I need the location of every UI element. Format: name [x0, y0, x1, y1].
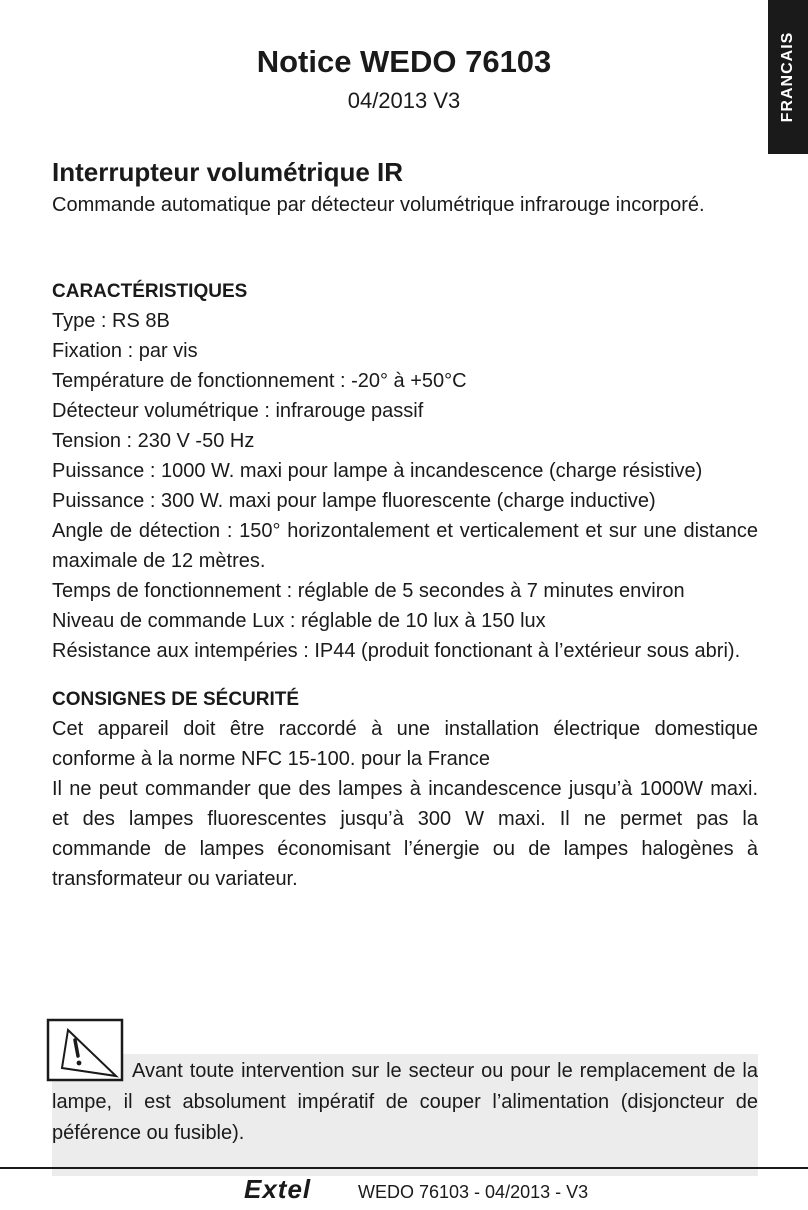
list-item: Tension : 230 V -50 Hz [52, 430, 255, 452]
product-description: Commande automatique par détecteur volumétrique infrarouge incorporé. [52, 194, 705, 216]
safety-paragraph-1: Cet appareil doit être raccordé à une installation électrique domestique conforme à la norme NFC 15-100. pour la France [52, 718, 758, 770]
footer-reference: WEDO 76103 - 04/2013 - V3 [358, 1182, 589, 1202]
list-item: Puissance : 300 W. maxi pour lampe fluorescente (charge inductive) [52, 490, 656, 512]
list-item: Niveau de commande Lux : réglable de 10 lux à 150 lux [52, 610, 546, 632]
list-item: Type : RS 8B [52, 310, 170, 332]
list-item: Puissance : 1000 W. maxi pour lampe à incandescence (charge résistive) [52, 460, 703, 482]
list-item: Angle de détection : 150° horizontalement et verticalement et sur une distance maximale de 12 mètres. [52, 520, 758, 572]
document-title: Notice WEDO 76103 [256, 44, 552, 79]
safety-paragraph-2: Il ne peut commander que des lampes à incandescence jusqu’à 1000W maxi. et des lampes fluorescentes jusqu’à 300 W maxi. Il ne permet pas la commande de lampes économisant l’énergie ou de lampes halogènes à transformateur ou variateur. [52, 778, 758, 890]
list-item: Température de fonctionnement : -20° à +50°C [52, 370, 467, 392]
list-item: Fixation : par vis [52, 340, 198, 362]
characteristics-list [52, 306, 758, 666]
warning-text: Avant toute intervention sur le secteur ou pour le remplacement de la lampe, il est absolument impératif de couper l’alimentation (disjoncteur de péférence ou fusible). [52, 1060, 758, 1144]
language-tab-label: FRANCAIS [779, 31, 796, 123]
list-item: Détecteur volumétrique : infrarouge passif [52, 400, 424, 422]
characteristics-heading: CARACTÉRISTIQUES [52, 281, 248, 302]
brand-logo: Extel [244, 1174, 312, 1204]
product-heading: Interrupteur volumétrique IR [52, 157, 404, 187]
document-version: 04/2013 V3 [347, 88, 461, 113]
footer-divider [0, 1167, 808, 1169]
list-item: Temps de fonctionnement : réglable de 5 secondes à 7 minutes environ [52, 580, 685, 602]
safety-heading: CONSIGNES DE SÉCURITÉ [52, 689, 300, 710]
list-item: Résistance aux intempéries : IP44 (produit fonctionant à l’extérieur sous abri). [52, 640, 741, 662]
document-body [52, 154, 758, 894]
